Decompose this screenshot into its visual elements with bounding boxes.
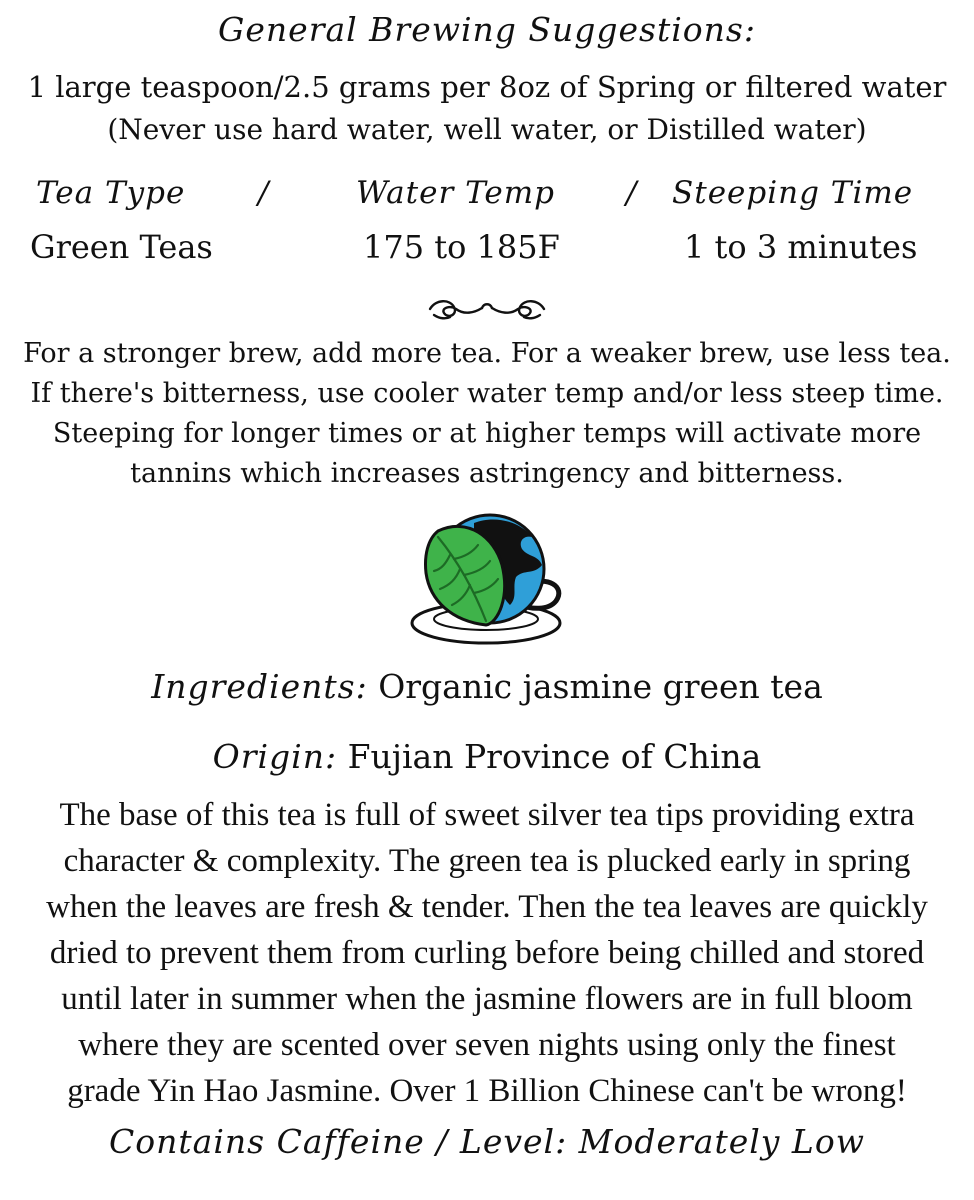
flourish-divider-icon (426, 293, 548, 323)
header-tea-type: Tea Type (36, 175, 186, 211)
tip-line: Steeping for longer times or at higher temps will activate more (52, 418, 922, 449)
description-line: dried to prevent them from curling before being chilled and stored (49, 935, 925, 971)
description-line: grade Yin Hao Jasmine. Over 1 Billion Chinese can't be wrong! (67, 1073, 907, 1109)
tea-cup-globe-logo-icon (398, 505, 578, 655)
brewing-tips (0, 334, 974, 494)
brewing-title: General Brewing Suggestions: (218, 10, 756, 49)
description-line: where they are scented over seven nights using only the finest (78, 1027, 896, 1063)
caffeine-level: Contains Caffeine / Level: Moderately Low (109, 1122, 865, 1161)
header-steeping-time: Steeping Time (672, 175, 914, 211)
brew-table-header-row (0, 175, 974, 219)
tip-line: For a stronger brew, add more tea. For a weaker brew, use less tea. (23, 338, 951, 369)
value-tea-type: Green Teas (30, 228, 213, 266)
header-water-temp: Water Temp (356, 175, 555, 211)
origin-label: Origin: (212, 737, 338, 776)
brew-table-value-row (0, 228, 974, 272)
ingredients-value: Organic jasmine green tea (378, 667, 823, 706)
description-line: character & complexity. The green tea is plucked early in spring (63, 843, 911, 879)
origin-line (0, 737, 974, 776)
ingredients-label: Ingredients: (151, 667, 368, 706)
description-line: until later in summer when the jasmine flowers are in full bloom (61, 981, 913, 1017)
origin-value: Fujian Province of China (347, 737, 762, 776)
header-separator: / (626, 175, 638, 211)
brewing-amount-line: 1 large teaspoon/2.5 grams per 8oz of Spring or filtered water (27, 70, 947, 104)
water-warning-line: (Never use hard water, well water, or Distilled water) (107, 113, 867, 146)
tip-line: If there's bitterness, use cooler water temp and/or less steep time. (30, 378, 944, 409)
value-water-temp: 175 to 185F (363, 228, 560, 266)
tea-description (0, 792, 974, 1114)
value-steeping-time: 1 to 3 minutes (684, 228, 918, 266)
description-line: when the leaves are fresh & tender. Then the tea leaves are quickly (46, 889, 928, 925)
description-line: The base of this tea is full of sweet silver tea tips providing extra (59, 797, 915, 833)
header-separator: / (258, 175, 270, 211)
tip-line: tannins which increases astringency and bitterness. (130, 458, 844, 489)
ingredients-line (0, 667, 974, 706)
